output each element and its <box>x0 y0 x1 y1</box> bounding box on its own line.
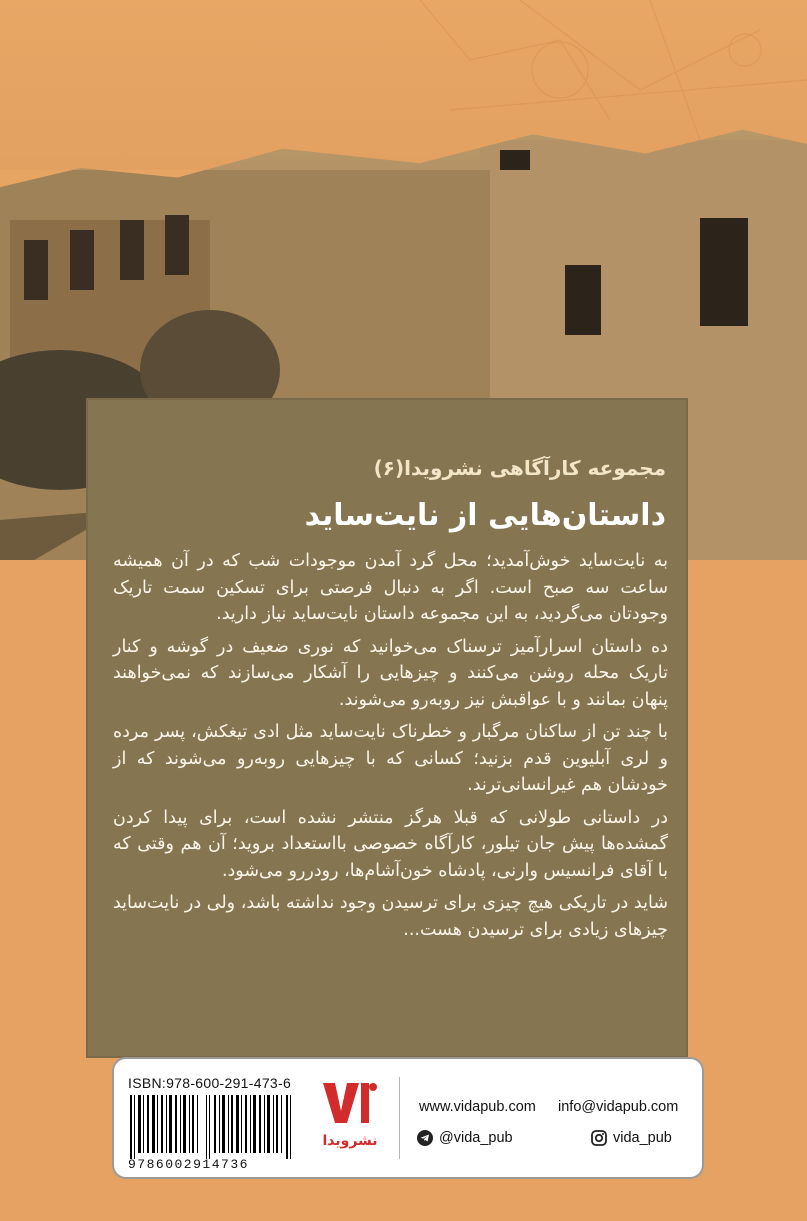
instagram-icon <box>591 1130 607 1146</box>
blurb-paragraph-4: در داستانی طولانی که قبلا هرگز منتشر نشده است، برای پیدا کردن گمشده‌ها پیش جان تیلور، کارآگاه خصوصی بااستعداد بروید؛ آن هم وقتی که با آقای فرانسیس وارنی، پادشاه خون‌آشام‌ها، رودررو می‌شود. <box>113 807 668 881</box>
telegram-handle-text: @vida_pub <box>439 1130 513 1146</box>
publisher-name: نشرویدا <box>322 1133 378 1149</box>
barcode-number: 9786002914736 <box>128 1157 249 1172</box>
publisher-info-bar <box>112 1057 704 1179</box>
telegram-icon <box>417 1130 433 1146</box>
series-label: مجموعه کارآگاهی نشرویدا(۶) <box>373 456 666 480</box>
telegram-handle[interactable] <box>417 1127 513 1149</box>
vida-logo-icon <box>319 1077 379 1129</box>
footer-divider <box>399 1077 400 1159</box>
blurb-paragraph-2: ده داستان اسرارآمیز ترسناک می‌خوانید که نوری ضعیف در گوشه و کنار تاریک محله روشن می‌کنند و چیزهایی را آشکار می‌سازند که نمی‌خواهند پنهان بمانند و با عواقبش نیز روبه‌رو می‌شوند. <box>113 636 668 710</box>
blurb-paragraph-3: با چند تن از ساکنان مرگبار و خطرناک نایت‌ساید مثل ادی تیغکش، پسر مرده و لری آبلیوین قدم بزنید؛ کسانی که با چیزهایی روبه‌رو می‌شوند که از خودشان هم غیرانسانی‌ترند. <box>113 722 668 795</box>
description-panel <box>86 398 688 1058</box>
blurb-paragraph-1: به نایت‌ساید خوش‌آمدید؛ محل گرد آمدن موجودات شب که در آن همیشه ساعت سه صبح است. اگر به دنبال فرصتی برای تسکین سمت تاریک وجودتان می‌گردید، به این مجموعه داستان نایت‌ساید نیاز دارید. <box>113 551 668 624</box>
blurb-paragraph-5: شاید در تاریکی هیچ چیزی برای ترسیدن وجود نداشته باشد، ولی در نایت‌ساید چیزهای زیادی برای ترسیدن هست... <box>113 893 668 940</box>
instagram-handle[interactable] <box>591 1127 672 1149</box>
isbn-label: ISBN:978-600-291-473-6 <box>128 1075 292 1091</box>
website-link[interactable]: www.vidapub.com <box>419 1099 536 1115</box>
instagram-handle-text: vida_pub <box>613 1130 672 1146</box>
blurb <box>113 548 668 949</box>
book-title: داستان‌هایی از نایت‌ساید <box>304 498 666 533</box>
email-link[interactable]: info@vidapub.com <box>558 1099 679 1115</box>
barcode <box>128 1095 296 1159</box>
